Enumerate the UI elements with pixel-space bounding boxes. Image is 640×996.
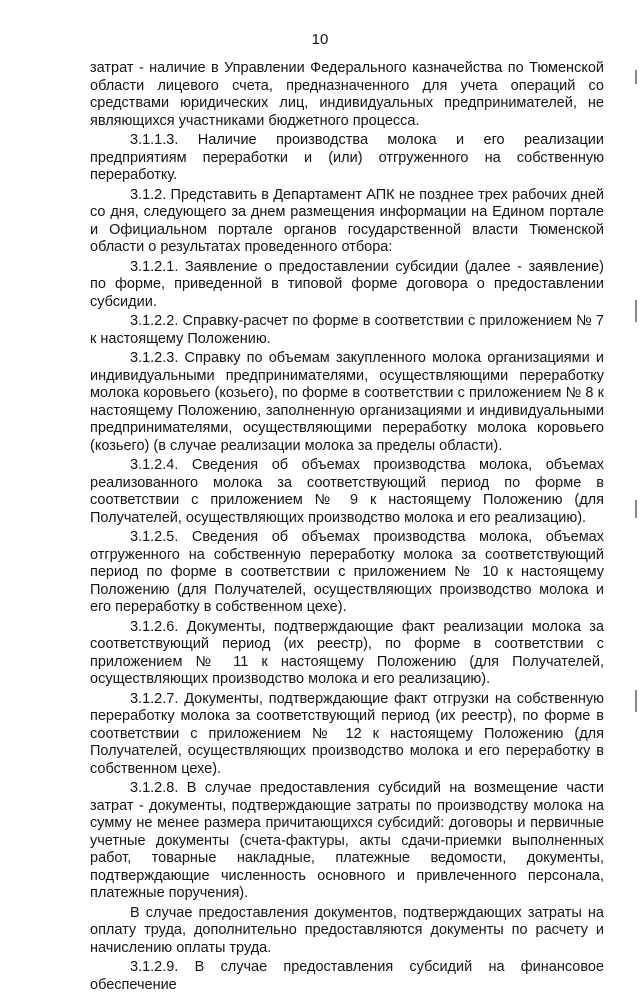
paragraph-labor-costs: В случае предоставления документов, подтверждающих затраты на оплату труда, дополнительно предоставляются документы по расчету и начислению оплаты труда. (90, 904, 604, 956)
paragraph-3-1-2-7: 3.1.2.7. Документы, подтверждающие факт отгрузки на собственную переработку молока за соответствующий период (их реестр), по форме в соответствии с приложением № 12 к настоящему Положению (для Получателей, осуществляющих производство молока и его переработку в собственном цехе). (90, 690, 604, 777)
scan-margin-mark (635, 70, 637, 84)
document-body (90, 60, 604, 996)
scan-margin-mark (635, 300, 637, 322)
paragraph-continuation: затрат - наличие в Управлении Федерального казначейства по Тюменской области лицевого счета, предназначенного для учета операций со средствами юридических лиц, индивидуальных предпринимателей, не являющихся участниками бюджетного процесса. (90, 60, 604, 129)
paragraph-3-1-2-5: 3.1.2.5. Сведения об объемах производства молока, объемах отгруженного на собственную переработку молока за соответствующий период по форме в соответствии с приложением № 10 к настоящему Положению (для Получателей, осуществляющих производство молока и его переработку в собственном цехе). (90, 529, 604, 615)
paragraph-3-1-2-6: 3.1.2.6. Документы, подтверждающие факт реализации молока за соответствующий период (их реестр), по форме в соответствии с приложением № 11 к настоящему Положению (для Получателей, осуществляющих производство молока и его реализацию). (90, 618, 604, 687)
scan-margin-mark (635, 690, 637, 712)
paragraph-3-1-2-4: 3.1.2.4. Сведения об объемах производства молока, объемах реализованного молока за соответствующий период по форме в соответствии с приложением № 9 к настоящему Положению (для Получателей, осуществляющих производство молока и его реализацию). (90, 457, 604, 526)
paragraph-3-1-2-1: 3.1.2.1. Заявление о предоставлении субсидии (далее - заявление) по форме, приведенной в типовой форме договора о предоставлении субсидии. (90, 258, 604, 310)
paragraph-3-1-2-8: 3.1.2.8. В случае предоставления субсидий на возмещение части затрат - документы, подтверждающие затраты по производству молока на сумму не менее размера причитающихся субсидий: договоры и первичные учетные документы (счета-фактуры, акты сдачи-приемки выполненных работ, товарные накладные, платежные ведомости, документы, подтверждающие численность основного и привлеченного персонала, платежные поручения). (90, 780, 604, 901)
paragraph-3-1-2-2: 3.1.2.2. Справку-расчет по форме в соответствии с приложением № 7 к настоящему Положению. (90, 313, 604, 347)
paragraph-3-1-2-9: 3.1.2.9. В случае предоставления субсидий на финансовое обеспечение (90, 959, 604, 993)
paragraph-3-1-2: 3.1.2. Представить в Департамент АПК не позднее трех рабочих дней со дня, следующего за днем размещения информации на Едином портале и Официальном портале органов государственной власти Тюменской области о результатах проведенного отбора: (90, 186, 604, 255)
scan-margin-mark (635, 500, 637, 518)
paragraph-3-1-2-3: 3.1.2.3. Справку по объемам закупленного молока организациями и индивидуальными предпринимателями, осуществляющими переработку молока коровьего (козьего), по форме в соответствии с приложением № 8 к настоящему Положению, заполненную организациями и индивидуальными предпринимателями, осуществляющими переработку молока коровьего (козьего) (в случае реализации молока за пределы области). (90, 350, 604, 454)
paragraph-3-1-1-3: 3.1.1.3. Наличие производства молока и его реализации предприятиям переработки и (или) отгруженного на собственную переработку. (90, 132, 604, 183)
page-number: 10 (311, 31, 329, 48)
